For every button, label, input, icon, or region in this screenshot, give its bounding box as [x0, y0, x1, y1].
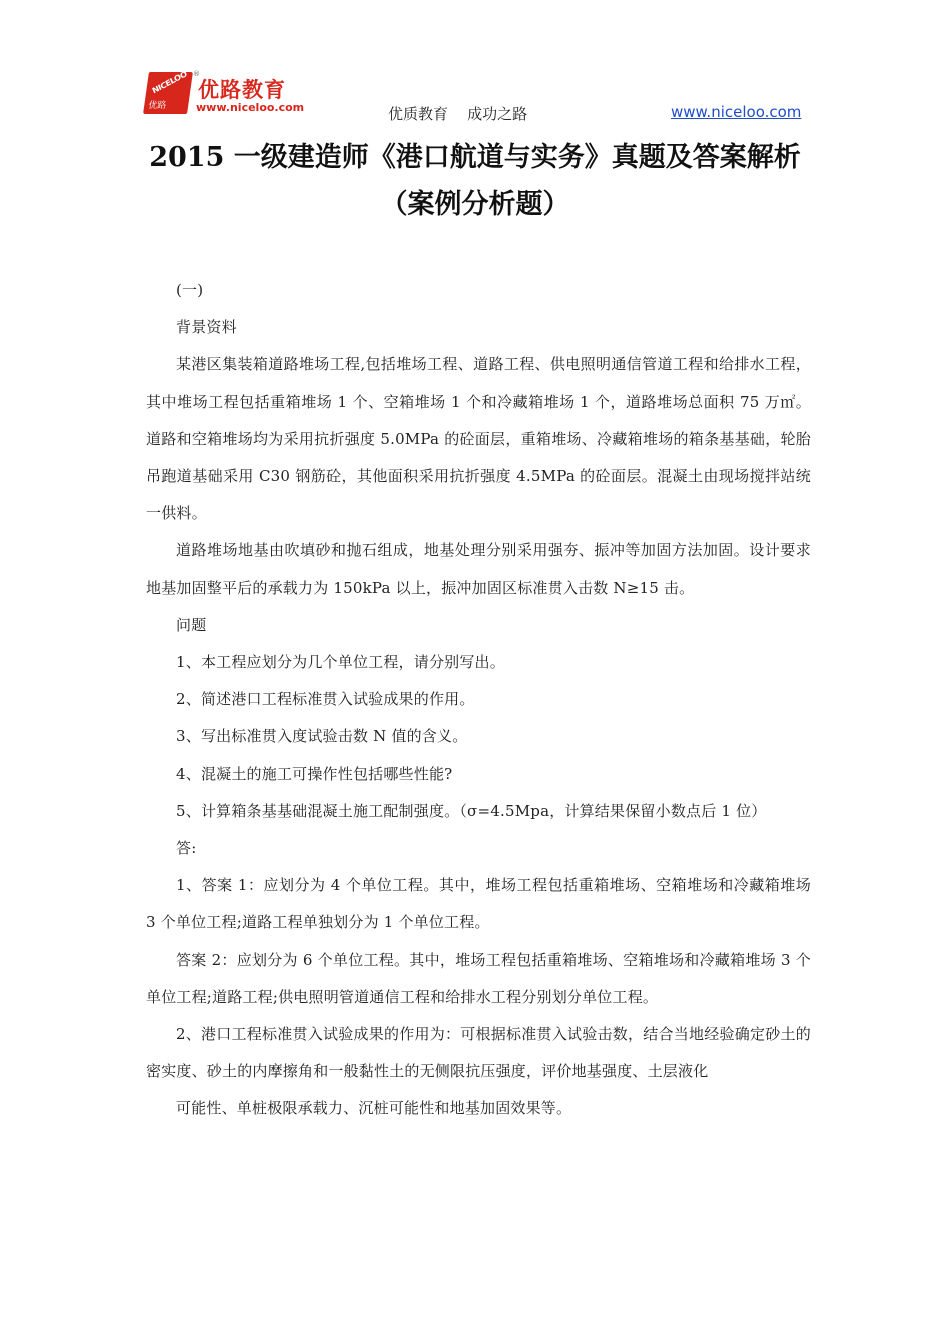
section-heading-answers: 答: [176, 839, 197, 858]
logo-badge-text: NICELOO [150, 69, 188, 96]
question-1: 1、本工程应划分为几个单位工程，请分别写出。 [176, 653, 505, 672]
section-heading-background: 背景资料 [176, 318, 237, 337]
document-title: 2015 一级建造师《港口航道与实务》真题及答案解析 [149, 142, 801, 173]
document-subtitle: （案例分析题） [380, 189, 570, 220]
question-4: 4、混凝土的施工可操作性包括哪些性能? [176, 764, 453, 783]
header-slogan: 优质教育 成功之路 [388, 105, 528, 123]
answer-2-continued: 可能性、单桩极限承载力、沉桩可能性和地基加固效果等。 [176, 1099, 572, 1118]
answer-1-option-1: 1、答案 1：应划分为 4 个单位工程。其中，堆场工程包括重箱堆场、空箱堆场和冷藏箱堆场 3 个单位工程;道路工程单独划分为 1 个单位工程。 [146, 876, 811, 932]
question-3: 3、写出标准贯入度试验击数 N 值的含义。 [176, 727, 468, 746]
background-paragraph-1: 某港区集装箱道路堆场工程,包括堆场工程、道路工程、供电照明通信管道工程和给排水工程，其中堆场工程包括重箱堆场 1 个、空箱堆场 1 个和冷藏箱堆场 1 个，道路堆场总面积 75 万㎡。道路和空箱堆场均为采用抗折强度 5.0MPa 的砼面层，重箱堆场、冷藏箱堆场的箱条基基础，轮胎吊跑道基础采用 C30 钢筋砼，其他面积采用抗折强度 4.5MPa 的砼面层。混凝土由现场搅拌站统一供料。 [146, 355, 811, 523]
logo-url: www.niceloo.com [196, 101, 305, 114]
section-number: (一) [176, 281, 204, 299]
registered-mark: ® [193, 70, 200, 78]
section-heading-questions: 问题 [176, 615, 207, 634]
logo-badge [143, 69, 193, 114]
question-2: 2、简述港口工程标准贯入试验成果的作用。 [176, 690, 475, 709]
answer-1-option-2: 答案 2：应划分为 6 个单位工程。其中，堆场工程包括重箱堆场、空箱堆场和冷藏箱堆场 3 个单位工程;道路工程;供电照明管道通信工程和给排水工程分别划分单位工程。 [146, 950, 811, 1006]
niceloo-logo [146, 69, 305, 118]
answer-2: 2、港口工程标准贯入试验成果的作用为：可根据标准贯入试验击数，结合当地经验确定砂土的密实度、砂土的内摩擦角和一般黏性土的无侧限抗压强度，评价地基强度、土层液化 [146, 1025, 811, 1081]
header-website-link[interactable]: www.niceloo.com [671, 103, 802, 121]
question-5: 5、计算箱条基基础混凝土施工配制强度。（σ=4.5Mpa，计算结果保留小数点后 1 位） [176, 801, 767, 820]
background-paragraph-2: 道路堆场地基由吹填砂和抛石组成，地基处理分别采用强夯、振冲等加固方法加固。设计要求地基加固整平后的承载力为 150kPa 以上，振冲加固区标准贯入击数 N≥15 击。 [146, 541, 811, 597]
logo-badge-subtext: 优路 [147, 101, 167, 111]
logo-name: 优路教育 [198, 78, 286, 102]
document-body [146, 272, 811, 1128]
